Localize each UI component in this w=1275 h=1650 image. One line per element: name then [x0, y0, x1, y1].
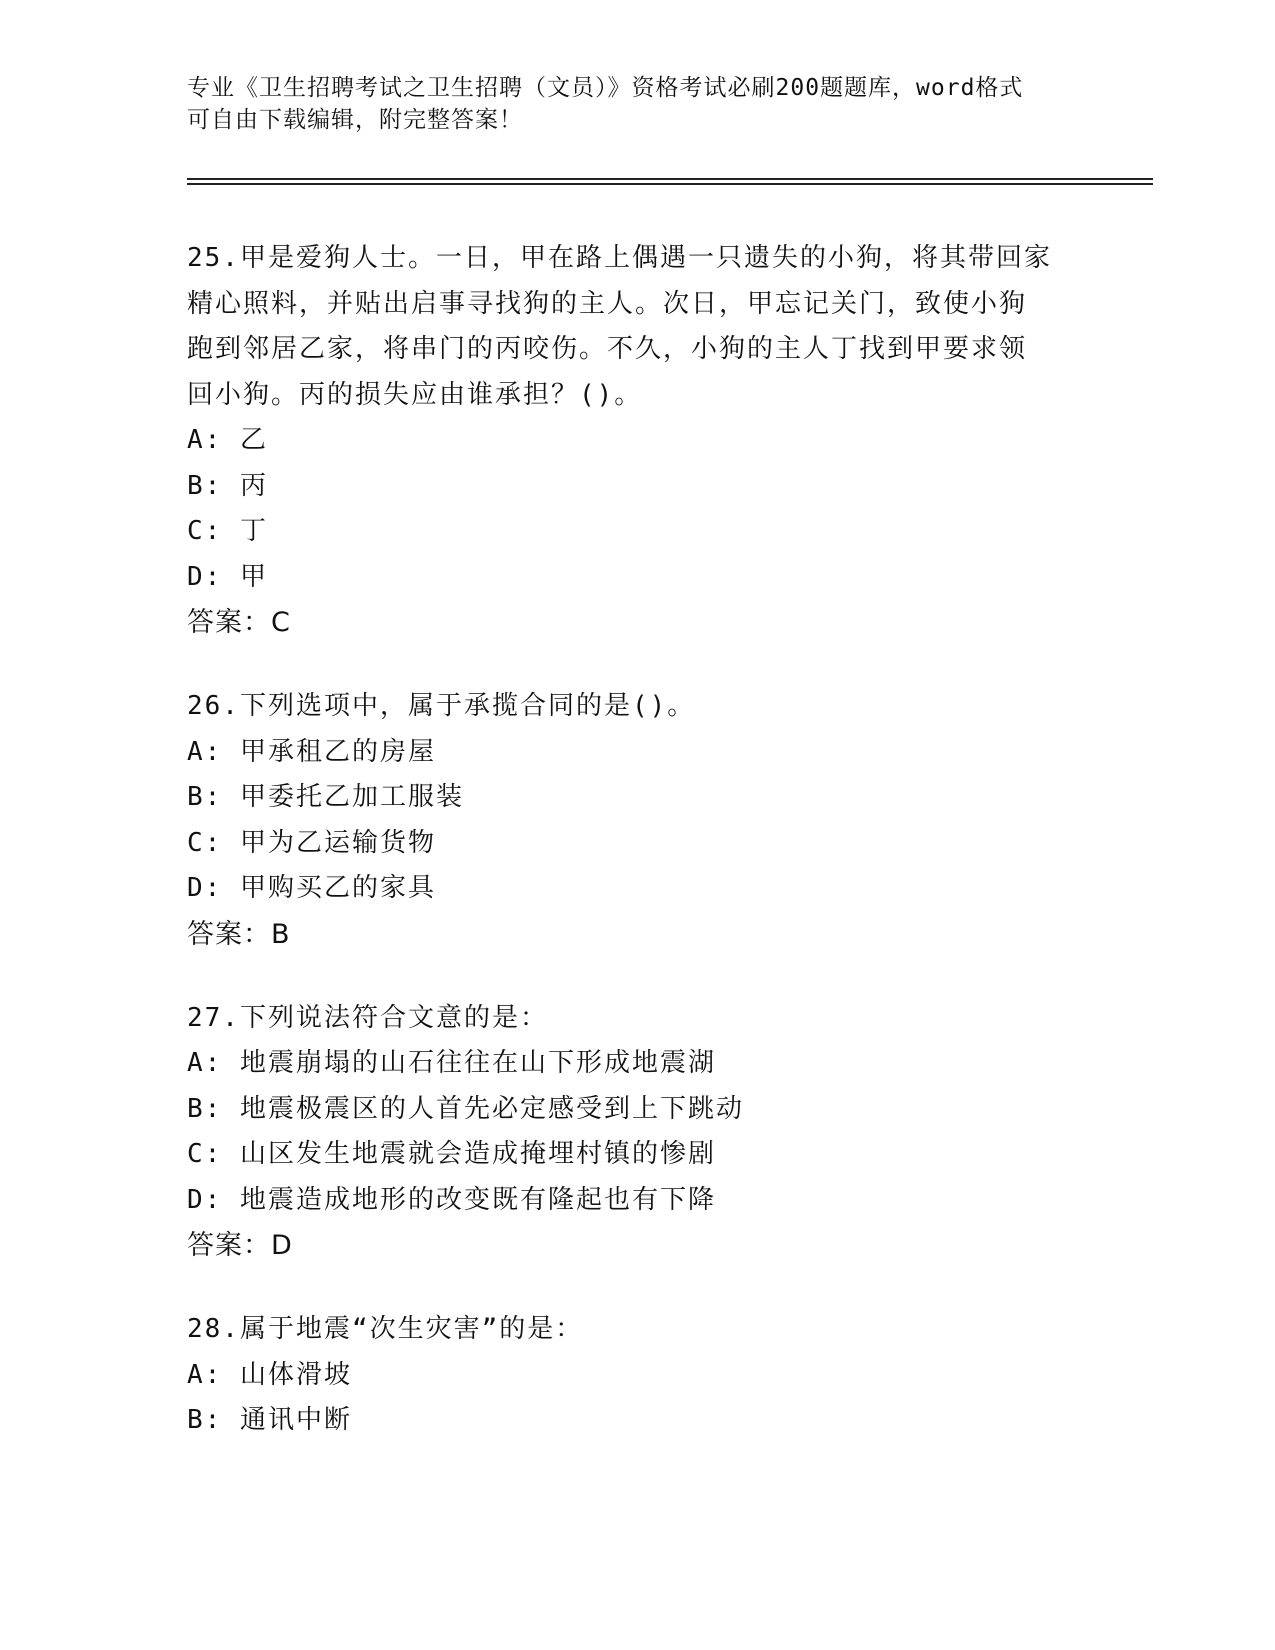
question-stem [187, 1307, 1087, 1353]
option-d: D: 甲购买乙的家具 [187, 873, 436, 903]
header-line: 可自由下载编辑，附完整答案！ [187, 107, 523, 133]
option-a: A: 山体滑坡 [187, 1359, 352, 1390]
question-28 [187, 1307, 1087, 1444]
header-divider-bottom [187, 183, 1153, 185]
option-b: B: 甲委托乙加工服装 [187, 782, 464, 812]
option-b: B: 通讯中断 [187, 1405, 352, 1435]
question-stem [187, 684, 1087, 730]
header-divider-top [187, 178, 1153, 180]
answer-line: 答案：D [187, 1230, 293, 1261]
stem-line: 25.甲是爱狗人士。一日，甲在路上偶遇一只遗失的小狗，将其带回家 [187, 243, 1052, 273]
question-26 [187, 684, 1087, 958]
stem-line: 精心照料，并贴出启事寻找狗的主人。次日，甲忘记关门，致使小狗 [187, 288, 1028, 319]
option-c: C: 甲为乙运输货物 [187, 827, 436, 858]
stem-line: 26.下列选项中，属于承揽合同的是()。 [187, 691, 696, 721]
option-b: B: 丙 [187, 470, 268, 501]
question-list [187, 236, 1087, 1482]
stem-line: 回小狗。丙的损失应由谁承担？()。 [187, 379, 643, 410]
option-c: C: 丁 [187, 516, 268, 546]
option-d: D: 地震造成地形的改变既有隆起也有下降 [187, 1184, 716, 1215]
header-line: 专业《卫生招聘考试之卫生招聘（文员）》资格考试必刷200题题库，word格式 [187, 75, 1024, 101]
question-stem [187, 996, 1087, 1042]
answer-line: 答案：B [187, 918, 291, 950]
question-stem [187, 236, 1087, 418]
option-d: D: 甲 [187, 561, 268, 592]
option-c: C: 山区发生地震就会造成掩埋村镇的惨剧 [187, 1139, 716, 1169]
stem-line: 28.属于地震“次生灾害”的是： [187, 1314, 584, 1344]
option-a: A: 乙 [187, 425, 268, 455]
answer-line: 答案：C [187, 607, 291, 638]
stem-line: 27.下列说法符合文意的是： [187, 1002, 548, 1033]
option-a: A: 甲承租乙的房屋 [187, 736, 436, 767]
stem-line: 跑到邻居乙家，将串门的丙咬伤。不久，小狗的主人丁找到甲要求领 [187, 334, 1028, 364]
question-27 [187, 996, 1087, 1270]
document-header [187, 72, 1087, 136]
option-b: B: 地震极震区的人首先必定感受到上下跳动 [187, 1093, 744, 1124]
option-a: A: 地震崩塌的山石往往在山下形成地震湖 [187, 1048, 716, 1078]
question-25 [187, 236, 1087, 646]
